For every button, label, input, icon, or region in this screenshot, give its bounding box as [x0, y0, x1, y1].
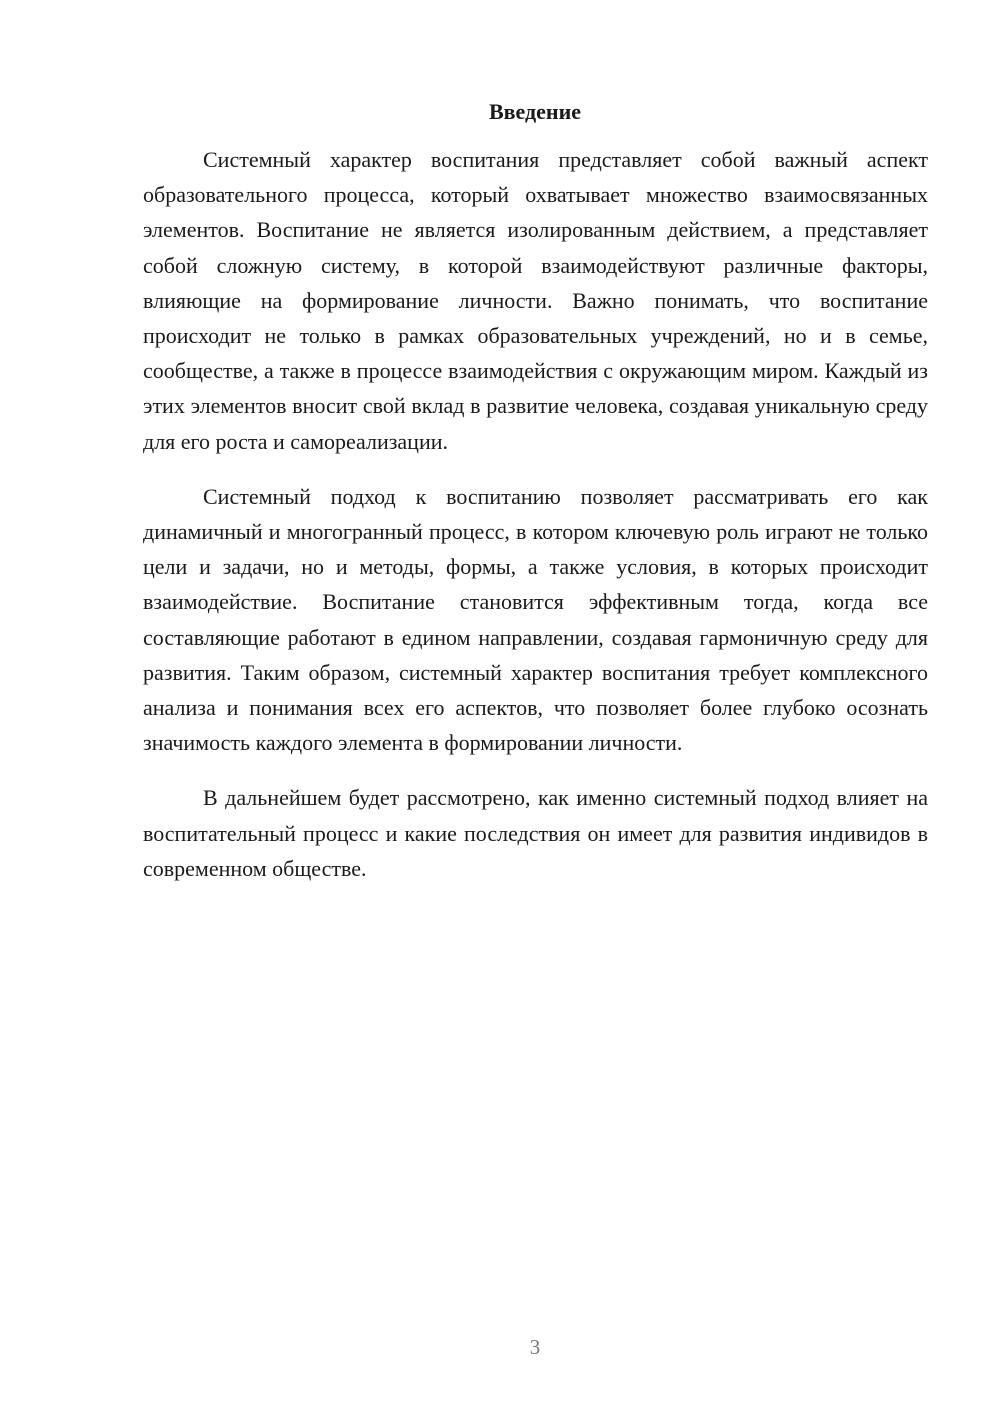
section-title: Введение	[488, 99, 582, 124]
paragraph-3: В дальнейшем будет рассмотрено, как именно системный подход влияет на воспитательный процесс и какие последствия он имеет для развития индивидов в современном обществе.	[143, 785, 928, 881]
paragraph-2: Системный подход к воспитанию позволяет рассматривать его как динамичный и многогранный процесс, в котором ключевую роль играют не только цели и задачи, но и методы, формы, а также условия, в которых происходит взаимодействие. Воспитание становится эффективным тогда, когда все составляющие работают в едином направлении, создавая гармоничную среду для развития. Таким образом, системный характер воспитания требует комплексного анализа и понимания всех его аспектов, что позволяет более глубоко осознать значимость каждого элемента в формировании личности.	[143, 483, 928, 756]
paragraph-1: Системный характер воспитания представляет собой важный аспект образовательного процесса, который охватывает множество взаимосвязанных элементов. Воспитание не является изолированным действием, а представляет собой сложную систему, в которой взаимодействуют различные факторы, влияющие на формирование личности. Важно понимать, что воспитание происходит не только в рамках образовательных учреждений, но и в семье, сообществе, а также в процессе взаимодействия с окружающим миром. Каждый из этих элементов вносит свой вклад в развитие человека, создавая уникальную среду для его роста и самореализации.	[143, 147, 928, 454]
page-number: 3	[529, 1335, 541, 1359]
body-text	[143, 142, 928, 906]
